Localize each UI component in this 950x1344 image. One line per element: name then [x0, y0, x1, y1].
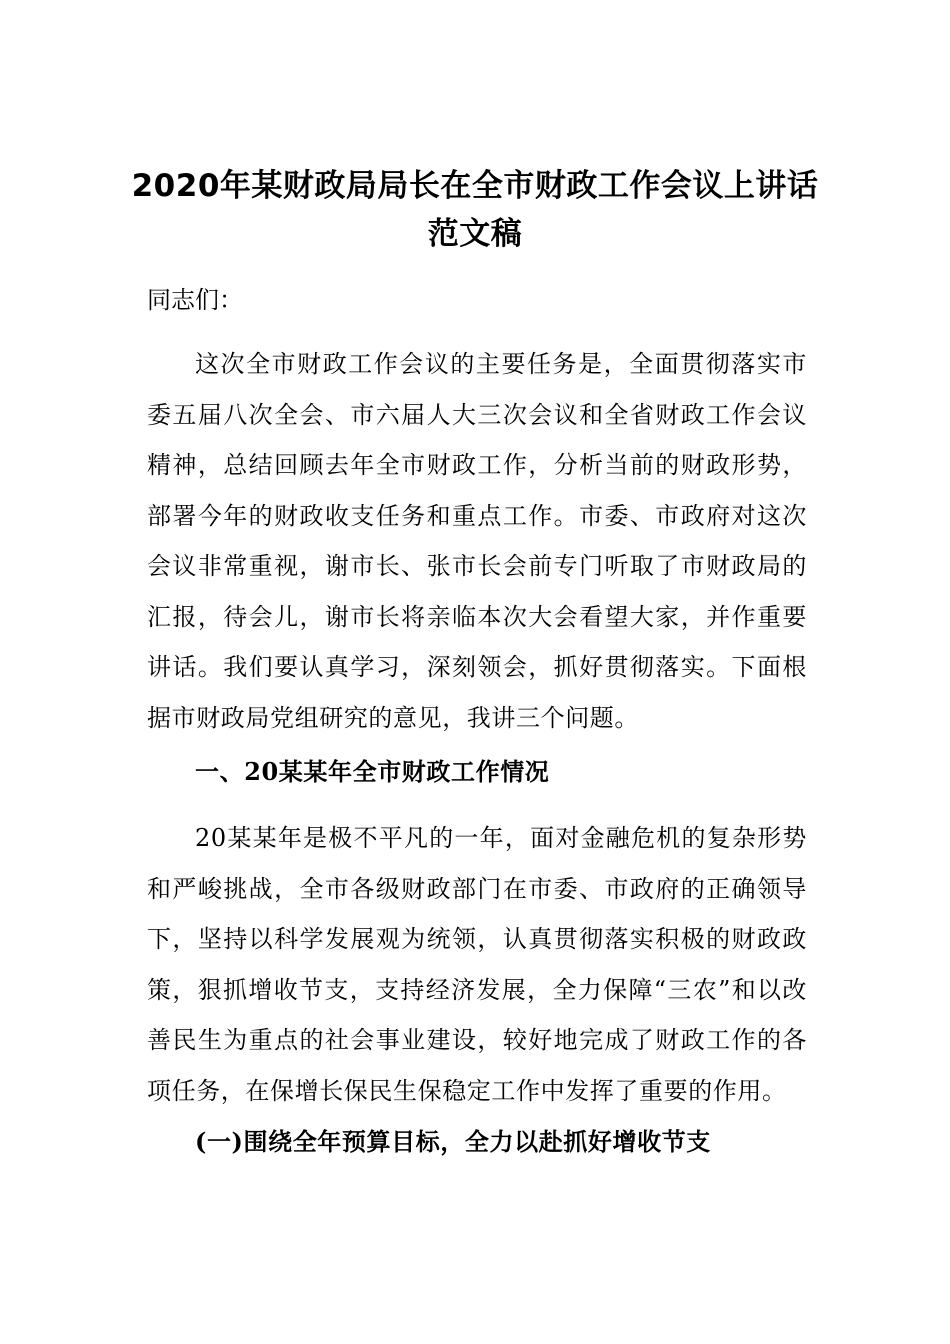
- salutation: 同志们：: [147, 286, 243, 314]
- document-title: 2020年某财政局局长在全市财政工作会议上讲话范文稿: [131, 168, 819, 252]
- subsection-heading-1: (一)围绕全年预算目标，全力以赴抓好增收节支: [195, 1127, 711, 1156]
- section-heading-1: 一、20某某年全市财政工作情况: [195, 757, 550, 786]
- paragraph-intro: 这次全市财政工作会议的主要任务是，全面贯彻落实市委五届八次全会、市六届人大三次会议和全省财政工作会议精神，总结回顾去年全市财政工作，分析当前的财政形势，部署今年的财政收支任务和重点工作。市委、市政府对这次会议非常重视，谢市长、张市长会前专门听取了市财政局的汇报，待会儿，谢市长将亲临本次大会看望大家，并作重要讲话。我们要认真学习，深刻领会，抓好贯彻落实。下面根据市财政局党组研究的意见，我讲三个问题。: [147, 350, 807, 732]
- paragraph-section-1: 20某某年是极不平凡的一年，面对金融危机的复杂形势和严峻挑战，全市各级财政部门在市委、市政府的正确领导下，坚持以科学发展观为统领，认真贯彻落实积极的财政政策，狠抓增收节支，支持经济发展，全力保障“三农”和以改善民生为重点的社会事业建设，较好地完成了财政工作的各项任务，在保增长保民生保稳定工作中发挥了重要的作用。: [147, 824, 807, 1105]
